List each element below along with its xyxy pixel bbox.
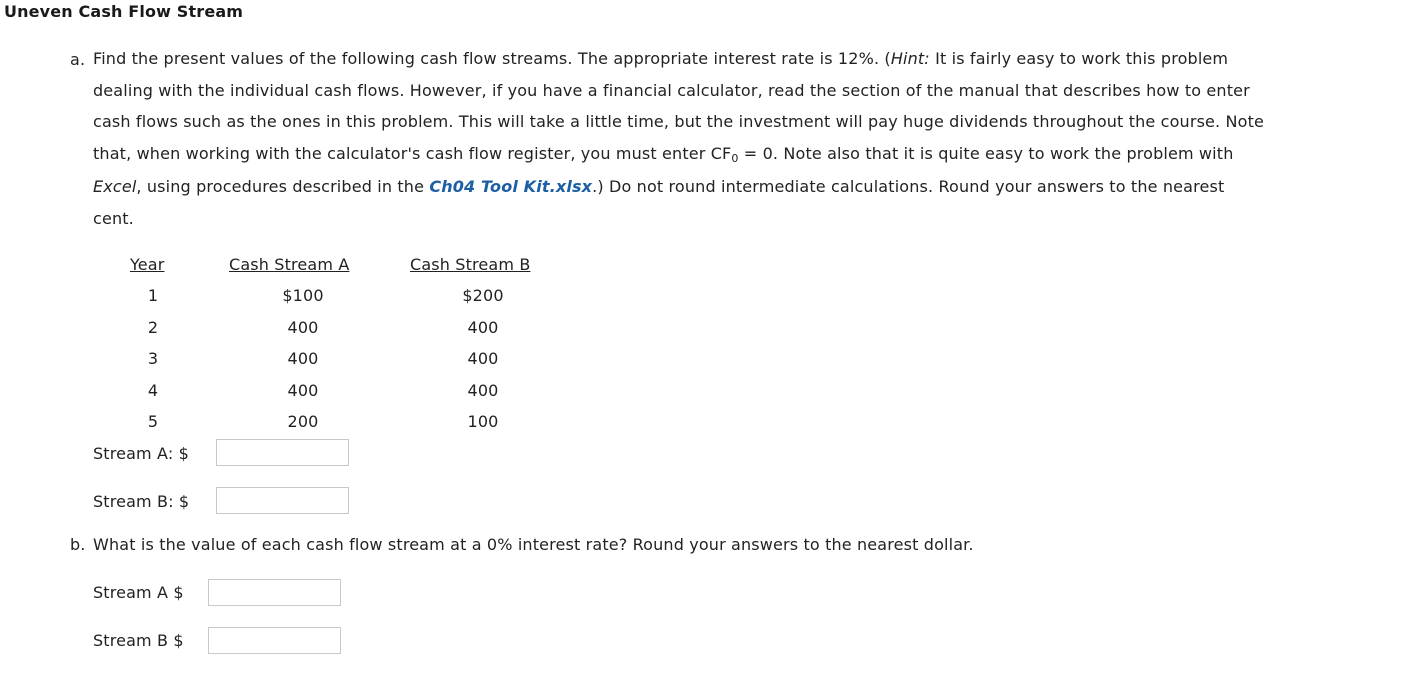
instruction-line-1 bbox=[93, 43, 1403, 75]
year-cell: 2 bbox=[147, 318, 159, 337]
instruction-text: It is fairly easy to work this problem bbox=[929, 49, 1229, 68]
instruction-line-4 bbox=[93, 138, 1403, 172]
header-cash-stream-a: Cash Stream A bbox=[229, 255, 350, 274]
part-a-label: a. bbox=[70, 50, 86, 69]
stream-b-zero-label: Stream B $ bbox=[93, 631, 184, 650]
subscript: 0 bbox=[731, 151, 739, 165]
year-cell: 1 bbox=[147, 286, 159, 305]
part-b-question: What is the value of each cash flow stream at a 0% interest rate? Round your answers to the nearest dollar. bbox=[93, 535, 974, 554]
stream-b-cell: 400 bbox=[467, 318, 499, 337]
year-cell: 4 bbox=[147, 381, 159, 400]
stream-b-zero-input[interactable] bbox=[208, 627, 341, 654]
stream-b-cell: $200 bbox=[462, 286, 504, 305]
instruction-line-2: dealing with the individual cash flows. However, if you have a financial calculator, read the section of the manual that describes how to enter bbox=[93, 80, 1250, 100]
year-cell: 5 bbox=[147, 412, 159, 431]
year-cell: 3 bbox=[147, 349, 159, 368]
stream-b-pv-label: Stream B: $ bbox=[93, 492, 190, 511]
stream-a-zero-input[interactable] bbox=[208, 579, 341, 606]
instruction-text: , using procedures described in the bbox=[136, 177, 430, 196]
stream-a-pv-label: Stream A: $ bbox=[93, 444, 189, 463]
instruction-text: that, when working with the calculator's cash flow register, you must enter CF bbox=[93, 143, 732, 163]
part-b-label: b. bbox=[70, 535, 86, 554]
stream-a-cell: 400 bbox=[287, 349, 319, 368]
stream-a-cell: 400 bbox=[287, 318, 319, 337]
stream-a-pv-input[interactable] bbox=[216, 439, 349, 466]
stream-b-cell: 400 bbox=[467, 381, 499, 400]
hint-label: Hint: bbox=[890, 49, 930, 68]
stream-b-cell: 100 bbox=[467, 412, 499, 431]
tool-kit-link[interactable]: Ch04 Tool Kit.xlsx bbox=[429, 177, 593, 196]
stream-b-pv-input[interactable] bbox=[216, 487, 349, 514]
stream-a-cell: $100 bbox=[282, 286, 324, 305]
instruction-line-3: cash flows such as the ones in this problem. This will take a little time, but the investment will pay huge dividends throughout the course. Note bbox=[93, 112, 1264, 131]
excel-word: Excel bbox=[93, 177, 137, 196]
part-a-instructions bbox=[93, 43, 1403, 234]
instruction-line-6: cent. bbox=[93, 208, 134, 228]
stream-b-cell: 400 bbox=[467, 349, 499, 368]
instruction-text: Find the present values of the following cash flow streams. The appropriate interest rate is 12%. ( bbox=[93, 49, 891, 68]
header-cash-stream-b: Cash Stream B bbox=[410, 255, 531, 274]
instruction-text: = 0. Note also that it is quite easy to work the problem with bbox=[738, 143, 1234, 163]
stream-a-zero-label: Stream A $ bbox=[93, 583, 184, 602]
instruction-line-5 bbox=[93, 171, 1403, 203]
header-year: Year bbox=[130, 255, 165, 274]
stream-a-cell: 400 bbox=[287, 381, 319, 400]
instruction-text: .) Do not round intermediate calculations. Round your answers to the nearest bbox=[592, 177, 1225, 196]
stream-a-cell: 200 bbox=[287, 412, 319, 431]
page-title: Uneven Cash Flow Stream bbox=[4, 2, 244, 21]
